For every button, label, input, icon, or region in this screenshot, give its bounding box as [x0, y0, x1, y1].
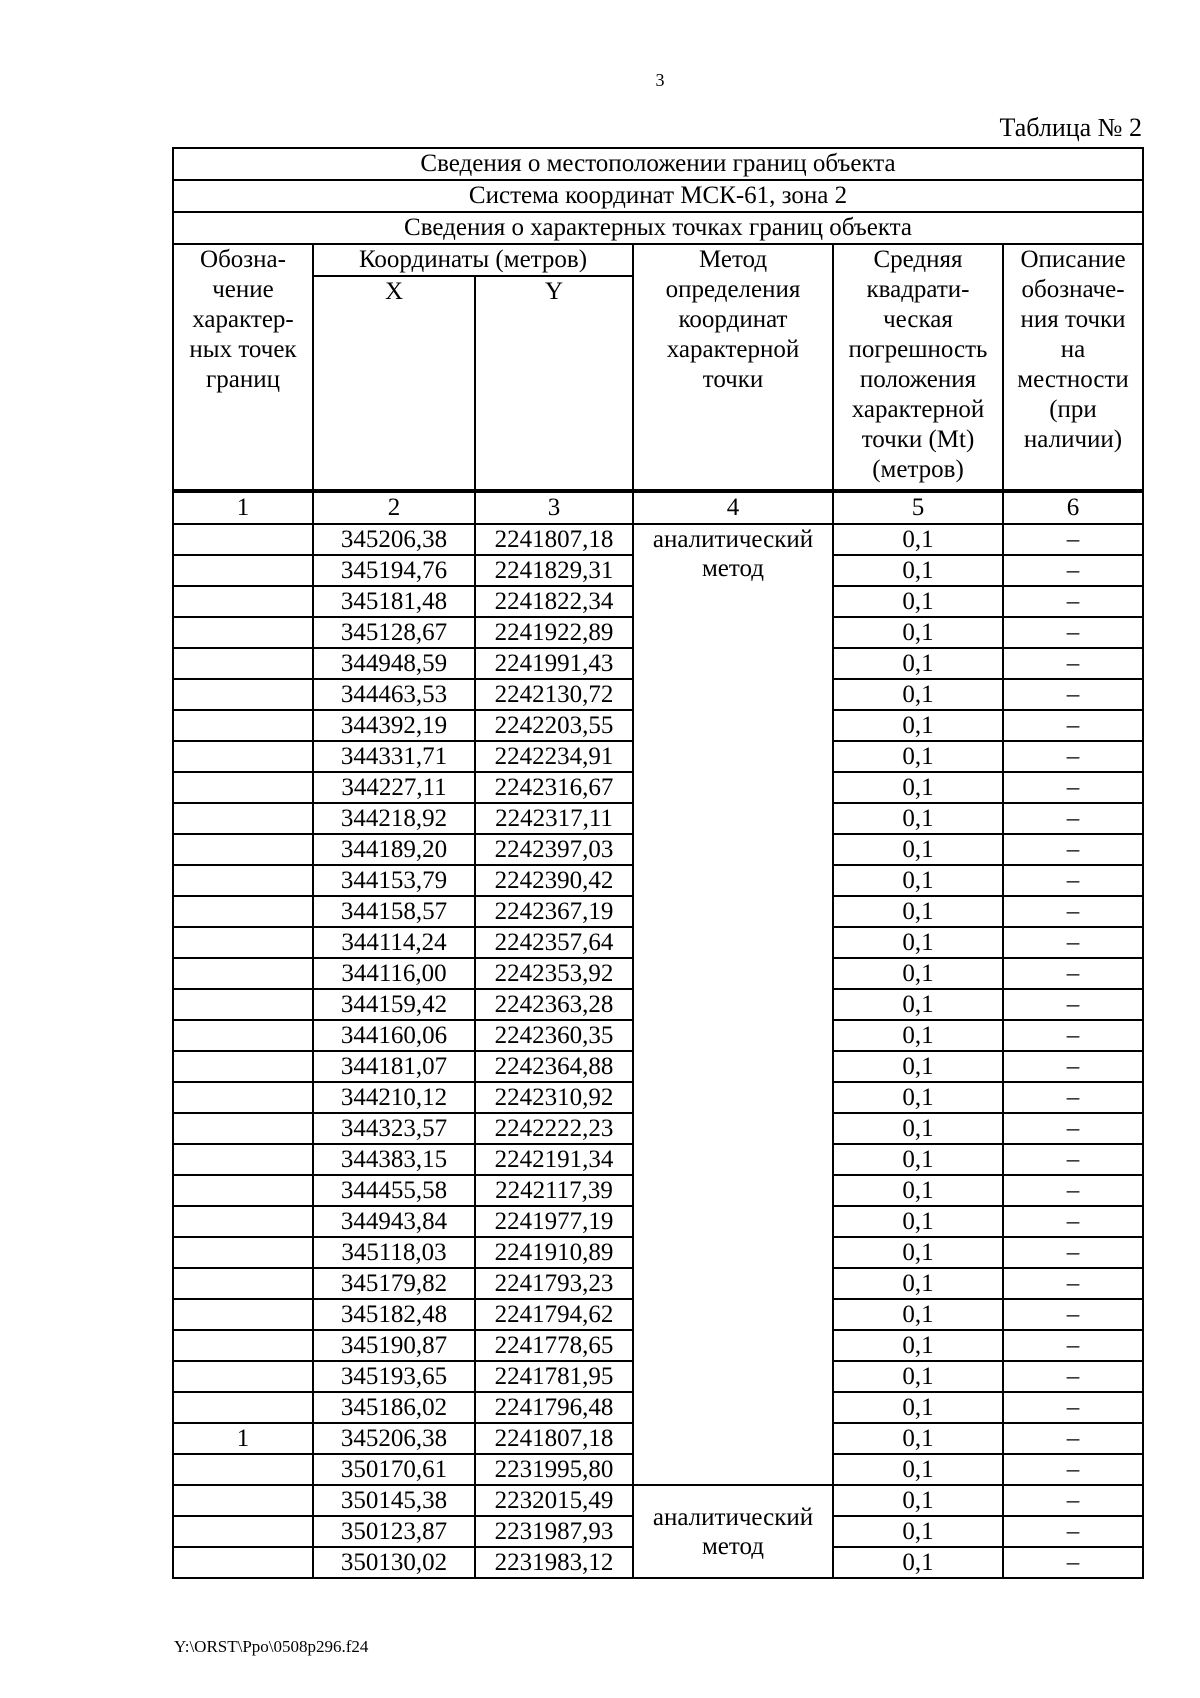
- point-designation: [173, 1051, 313, 1082]
- coordinate-x: 344227,11: [313, 772, 475, 803]
- error-value: 0,1: [833, 586, 1003, 617]
- table-row: [173, 1485, 1143, 1516]
- error-value: 0,1: [833, 1392, 1003, 1423]
- coordinate-x: 344189,20: [313, 834, 475, 865]
- header-error-text: Средняя квадрати- ческая погрешность положения характерной точки (Mt) (метров): [848, 246, 988, 483]
- point-designation: [173, 989, 313, 1020]
- point-description: –: [1003, 1082, 1143, 1113]
- point-designation: [173, 896, 313, 927]
- table-row: [173, 524, 1143, 555]
- method-cell: [633, 1485, 833, 1578]
- point-description: –: [1003, 1268, 1143, 1299]
- coordinate-y: 2231987,93: [475, 1516, 633, 1547]
- error-value: 0,1: [833, 772, 1003, 803]
- coordinate-x: 345194,76: [313, 555, 475, 586]
- point-description: –: [1003, 710, 1143, 741]
- coordinate-y: 2242367,19: [475, 896, 633, 927]
- point-designation: [173, 1485, 313, 1516]
- point-description: –: [1003, 1175, 1143, 1206]
- error-value: 0,1: [833, 865, 1003, 896]
- coordinate-x: 344948,59: [313, 648, 475, 679]
- coordinate-y: 2241807,18: [475, 1423, 633, 1454]
- point-description: –: [1003, 1299, 1143, 1330]
- point-designation: [173, 1361, 313, 1392]
- point-designation: [173, 1144, 313, 1175]
- coordinate-y: 2242234,91: [475, 741, 633, 772]
- header-coordinates: Координаты (метров): [313, 244, 633, 276]
- point-description: –: [1003, 1237, 1143, 1268]
- point-designation: [173, 772, 313, 803]
- point-description: –: [1003, 1485, 1143, 1516]
- error-value: 0,1: [833, 741, 1003, 772]
- point-description: –: [1003, 958, 1143, 989]
- coordinate-y: 2241922,89: [475, 617, 633, 648]
- coordinate-y: 2232015,49: [475, 1485, 633, 1516]
- error-value: 0,1: [833, 524, 1003, 555]
- coordinate-x: 345118,03: [313, 1237, 475, 1268]
- coordinate-y: 2242222,23: [475, 1113, 633, 1144]
- point-designation: [173, 648, 313, 679]
- coordinate-x: 345128,67: [313, 617, 475, 648]
- error-value: 0,1: [833, 1485, 1003, 1516]
- point-description: –: [1003, 1516, 1143, 1547]
- header-description: [1003, 244, 1143, 491]
- coordinate-y: 2242397,03: [475, 834, 633, 865]
- error-value: 0,1: [833, 1299, 1003, 1330]
- error-value: 0,1: [833, 1051, 1003, 1082]
- point-designation: [173, 1392, 313, 1423]
- coordinate-y: 2242191,34: [475, 1144, 633, 1175]
- point-description: –: [1003, 1020, 1143, 1051]
- point-designation: [173, 741, 313, 772]
- coordinate-y: 2242360,35: [475, 1020, 633, 1051]
- point-description: –: [1003, 617, 1143, 648]
- coordinate-x: 344158,57: [313, 896, 475, 927]
- coordinate-x: 344331,71: [313, 741, 475, 772]
- error-value: 0,1: [833, 1020, 1003, 1051]
- error-value: 0,1: [833, 896, 1003, 927]
- coordinate-y: 2242364,88: [475, 1051, 633, 1082]
- error-value: 0,1: [833, 989, 1003, 1020]
- point-description: –: [1003, 1051, 1143, 1082]
- point-description: –: [1003, 1330, 1143, 1361]
- point-description: –: [1003, 586, 1143, 617]
- coordinate-x: 344181,07: [313, 1051, 475, 1082]
- coordinate-x: 344463,53: [313, 679, 475, 710]
- error-value: 0,1: [833, 1082, 1003, 1113]
- point-description: –: [1003, 741, 1143, 772]
- coordinate-y: 2241991,43: [475, 648, 633, 679]
- header-description-text: Описание обозначе- ния точки на местности (при наличии): [1017, 246, 1129, 453]
- column-number: 2: [313, 491, 475, 524]
- coordinate-x: 344114,24: [313, 927, 475, 958]
- coordinate-y: 2242316,67: [475, 772, 633, 803]
- point-description: –: [1003, 1423, 1143, 1454]
- point-designation: [173, 865, 313, 896]
- point-description: –: [1003, 1361, 1143, 1392]
- point-description: –: [1003, 524, 1143, 555]
- coordinate-x: 345206,38: [313, 524, 475, 555]
- coordinate-y: 2242117,39: [475, 1175, 633, 1206]
- error-value: 0,1: [833, 1516, 1003, 1547]
- header-method: [633, 244, 833, 491]
- table-subtitle: Сведения о характерных точках границ объекта: [173, 212, 1143, 244]
- coordinate-y: 2242363,28: [475, 989, 633, 1020]
- point-designation: [173, 1516, 313, 1547]
- point-designation: [173, 617, 313, 648]
- coordinate-y: 2241794,62: [475, 1299, 633, 1330]
- error-value: 0,1: [833, 1144, 1003, 1175]
- point-description: –: [1003, 648, 1143, 679]
- error-value: 0,1: [833, 1268, 1003, 1299]
- coordinate-x: 350130,02: [313, 1547, 475, 1578]
- point-designation: [173, 803, 313, 834]
- coordinate-x: 344943,84: [313, 1206, 475, 1237]
- coordinate-x: 344218,92: [313, 803, 475, 834]
- column-number: 1: [173, 491, 313, 524]
- coordinate-x: 345206,38: [313, 1423, 475, 1454]
- error-value: 0,1: [833, 1423, 1003, 1454]
- coordinate-x: 344210,12: [313, 1082, 475, 1113]
- coordinate-y: 2242390,42: [475, 865, 633, 896]
- error-value: 0,1: [833, 1237, 1003, 1268]
- point-designation: [173, 958, 313, 989]
- error-value: 0,1: [833, 1454, 1003, 1485]
- coordinate-y: 2241807,18: [475, 524, 633, 555]
- coordinate-x: 344160,06: [313, 1020, 475, 1051]
- error-value: 0,1: [833, 648, 1003, 679]
- coordinate-x: 344323,57: [313, 1113, 475, 1144]
- header-designation-text: Обозна- чение характер- ных точек границ: [189, 246, 297, 393]
- point-description: –: [1003, 834, 1143, 865]
- error-value: 0,1: [833, 1361, 1003, 1392]
- point-description: –: [1003, 896, 1143, 927]
- point-description: –: [1003, 1454, 1143, 1485]
- coordinate-system: Система координат МСК-61, зона 2: [173, 180, 1143, 212]
- coordinate-x: 344153,79: [313, 865, 475, 896]
- point-designation: [173, 1175, 313, 1206]
- point-designation: [173, 1299, 313, 1330]
- point-description: –: [1003, 1144, 1143, 1175]
- coordinate-x: 344455,58: [313, 1175, 475, 1206]
- coordinate-y: 2242203,55: [475, 710, 633, 741]
- column-number: 3: [475, 491, 633, 524]
- point-description: –: [1003, 772, 1143, 803]
- point-description: –: [1003, 989, 1143, 1020]
- coordinate-x: 350123,87: [313, 1516, 475, 1547]
- coordinate-x: 344116,00: [313, 958, 475, 989]
- point-designation: [173, 927, 313, 958]
- point-description: –: [1003, 555, 1143, 586]
- coordinate-x: 345190,87: [313, 1330, 475, 1361]
- point-designation: [173, 1330, 313, 1361]
- point-designation: [173, 1206, 313, 1237]
- point-designation: [173, 834, 313, 865]
- coordinate-y: 2242357,64: [475, 927, 633, 958]
- coordinate-x: 345181,48: [313, 586, 475, 617]
- error-value: 0,1: [833, 834, 1003, 865]
- coordinate-y: 2241778,65: [475, 1330, 633, 1361]
- coordinate-x: 345179,82: [313, 1268, 475, 1299]
- coordinate-y: 2241977,19: [475, 1206, 633, 1237]
- method-cell: [633, 524, 833, 1485]
- error-value: 0,1: [833, 1330, 1003, 1361]
- header-y: Y: [475, 276, 633, 491]
- point-designation: [173, 1454, 313, 1485]
- coordinate-x: 350170,61: [313, 1454, 475, 1485]
- coordinates-table: [172, 147, 1144, 1579]
- point-designation: [173, 1082, 313, 1113]
- coordinate-y: 2242353,92: [475, 958, 633, 989]
- coordinate-x: 344383,15: [313, 1144, 475, 1175]
- coordinate-y: 2231983,12: [475, 1547, 633, 1578]
- header-designation: [173, 244, 313, 491]
- error-value: 0,1: [833, 710, 1003, 741]
- method-text: аналитический метод: [652, 1503, 814, 1560]
- error-value: 0,1: [833, 1206, 1003, 1237]
- column-number: 4: [633, 491, 833, 524]
- coordinate-y: 2242317,11: [475, 803, 633, 834]
- coordinate-y: 2241822,34: [475, 586, 633, 617]
- error-value: 0,1: [833, 555, 1003, 586]
- point-description: –: [1003, 679, 1143, 710]
- table-label: Таблица № 2: [999, 113, 1142, 142]
- point-designation: [173, 524, 313, 555]
- point-description: –: [1003, 1392, 1143, 1423]
- point-description: –: [1003, 927, 1143, 958]
- error-value: 0,1: [833, 958, 1003, 989]
- coordinate-y: 2241910,89: [475, 1237, 633, 1268]
- table-title: Сведения о местоположении границ объекта: [173, 148, 1143, 180]
- point-description: –: [1003, 865, 1143, 896]
- header-method-text: Метод определения координат характерной точки: [665, 246, 801, 393]
- error-value: 0,1: [833, 617, 1003, 648]
- point-designation: [173, 1113, 313, 1144]
- coordinate-x: 345193,65: [313, 1361, 475, 1392]
- method-text: аналитический метод: [652, 526, 814, 582]
- point-designation: [173, 679, 313, 710]
- point-designation: [173, 1268, 313, 1299]
- coordinate-y: 2241781,95: [475, 1361, 633, 1392]
- point-description: –: [1003, 1206, 1143, 1237]
- coordinate-y: 2241793,23: [475, 1268, 633, 1299]
- point-designation: [173, 1547, 313, 1578]
- coordinate-x: 345182,48: [313, 1299, 475, 1330]
- point-designation: 1: [173, 1423, 313, 1454]
- error-value: 0,1: [833, 1175, 1003, 1206]
- coordinate-x: 345186,02: [313, 1392, 475, 1423]
- error-value: 0,1: [833, 679, 1003, 710]
- coordinate-y: 2231995,80: [475, 1454, 633, 1485]
- coordinate-x: 350145,38: [313, 1485, 475, 1516]
- coordinate-y: 2242310,92: [475, 1082, 633, 1113]
- header-x: X: [313, 276, 475, 491]
- column-number: 6: [1003, 491, 1143, 524]
- point-description: –: [1003, 1547, 1143, 1578]
- coordinate-x: 344159,42: [313, 989, 475, 1020]
- point-description: –: [1003, 1113, 1143, 1144]
- coordinate-y: 2241796,48: [475, 1392, 633, 1423]
- error-value: 0,1: [833, 803, 1003, 834]
- coordinate-x: 344392,19: [313, 710, 475, 741]
- header-error: [833, 244, 1003, 491]
- page-number: 3: [655, 70, 665, 90]
- error-value: 0,1: [833, 1113, 1003, 1144]
- error-value: 0,1: [833, 927, 1003, 958]
- error-value: 0,1: [833, 1547, 1003, 1578]
- coordinate-y: 2241829,31: [475, 555, 633, 586]
- file-path-footer: Y:\ORST\Ppo\0508p296.f24: [174, 1637, 369, 1656]
- point-designation: [173, 586, 313, 617]
- point-designation: [173, 1020, 313, 1051]
- point-description: –: [1003, 803, 1143, 834]
- column-number: 5: [833, 491, 1003, 524]
- point-designation: [173, 710, 313, 741]
- point-designation: [173, 1237, 313, 1268]
- coordinate-y: 2242130,72: [475, 679, 633, 710]
- point-designation: [173, 555, 313, 586]
